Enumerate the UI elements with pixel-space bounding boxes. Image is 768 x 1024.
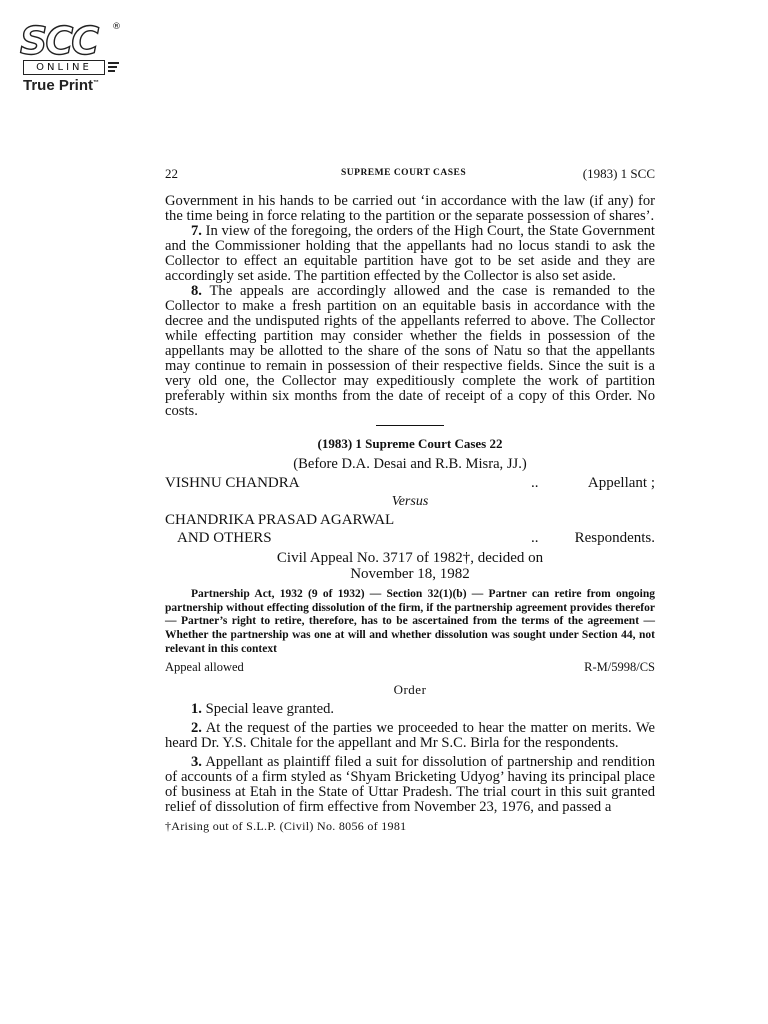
order-paragraph-1-number: 1. (191, 700, 202, 717)
appeal-line-1: Civil Appeal No. 3717 of 1982†, decided on (276, 550, 544, 566)
paragraph-8-text: The appeals are accordingly allowed and the case is remanded to the Collector to make a fresh partition on an equitable basis in accordance with the decree and the undisputed rights of the appellants referred to above. The Collector while effecting partition may consider whether the fields in possession of the appellants may be allotted to the share of the sons of Natu so that the appellants may continue to remain in possession of their respective fields. Since the suit is a very old one, the Collector may expeditiously complete the work of partition preferably within six months from the date of receipt of a copy of this Order. No costs. (165, 283, 655, 419)
order-paragraph-2 (165, 721, 655, 751)
appellant-dots: .. (531, 475, 539, 491)
respondent-role: Respondents. (574, 530, 655, 546)
headnote (165, 588, 655, 657)
opening-paragraph: Government in his hands to be carried out ‘in accordance with the law (if any) for the time being in force relating to the partition or the separate possession of shares’. (165, 193, 655, 224)
running-title: SUPREME COURT CASES (341, 168, 467, 178)
order-paragraph-3-text: Appellant as plaintiff filed a suit for dissolution of partnership and rendition of accounts of a firm styled as ‘Shyam Bricketing Udyog’ having its principal place of business at Etah in the State of Uttar Pradesh. The trial court in this suit granted relief of dissolution of firm effective from November 23, 1976, and passed a (165, 753, 655, 815)
bench: (Before D.A. Desai and R.B. Misra, JJ.) (293, 456, 527, 472)
paragraph-8-number: 8. (191, 283, 202, 299)
document-page (165, 160, 655, 834)
footnote: †Arising out of S.L.P. (Civil) No. 8056 of 1981 (165, 818, 407, 833)
case-citation: (1983) 1 Supreme Court Cases 22 (317, 436, 503, 451)
order-paragraph-1 (165, 702, 655, 717)
order-paragraph-2-text: At the request of the parties we proceeded to hear the matter on merits. We heard Dr. Y.S. Chitale for the appellant and Mr S.C. Birla for the respondents. (165, 719, 655, 751)
page-number: 22 (165, 166, 178, 181)
logo-tagline-text: True Print (23, 77, 94, 94)
respondent-line-2 (165, 530, 655, 548)
respondent-others: AND OTHERS (177, 530, 272, 546)
order-paragraph-1-text: Special leave granted. (205, 700, 335, 717)
paragraph-8 (165, 284, 655, 419)
previous-case-text (165, 194, 655, 419)
order-heading: Order (393, 681, 427, 697)
scc-online-logo (20, 19, 121, 94)
result-line (165, 660, 655, 676)
logo-arrow-icon (108, 61, 120, 73)
logo-brand: SCC (20, 19, 98, 63)
paragraph-7-number: 7. (191, 223, 202, 239)
header-citation: (1983) 1 SCC (582, 166, 655, 181)
logo-tagline (23, 77, 99, 94)
result: Appeal allowed (165, 659, 244, 674)
respondent-line-1 (165, 512, 655, 530)
logo-registered-mark: ® (112, 22, 121, 32)
respondent-name: CHANDRIKA PRASAD AGARWAL (165, 512, 395, 528)
headnote-text: Partnership Act, 1932 (9 of 1932) — Section 32(1)(b) — Partner can retire from ongoing partnership without effecting dissolution of the firm, if the partnership agreement provides therefor — Partner’s right to retire, therefore, has to be ascertained from the terms of the agreement — Whether the partnership was one at will and whether dissolution was sought under Section 44, not relevant in this context (165, 588, 655, 655)
section-divider (376, 425, 444, 426)
appeal-line-2: November 18, 1982 (350, 566, 470, 582)
appellant-role: Appellant ; (587, 475, 655, 491)
order-paragraph-3 (165, 755, 655, 815)
paragraph-7 (165, 224, 655, 284)
logo-trademark: ™ (93, 80, 100, 86)
respondent-dots: .. (531, 530, 539, 546)
order-paragraph-2-number: 2. (191, 719, 202, 736)
reference-code: R-M/5998/CS (584, 659, 655, 674)
versus: Versus (391, 494, 429, 509)
logo-online-text: ONLINE (23, 60, 105, 75)
order-paragraph-3-number: 3. (191, 753, 202, 770)
appeal-details (165, 550, 655, 582)
page-header (165, 160, 655, 180)
appellant-name: VISHNU CHANDRA (165, 475, 300, 491)
appellant-line (165, 475, 655, 493)
paragraph-7-text: In view of the foregoing, the orders of the High Court, the State Government and the Commissioner holding that the appellants had no locus standi to ask the Collector to effect an equitable partition have got to be set aside and they are accordingly set aside. The partition effected by the Collector is also set aside. (165, 223, 655, 284)
